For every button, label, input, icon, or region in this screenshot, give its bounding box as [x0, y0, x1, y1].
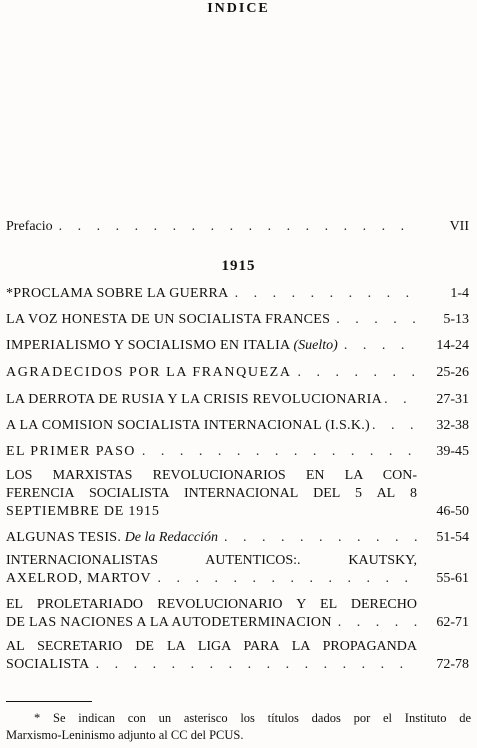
- toc-entry-title: AGRADECIDOS POR LA FRANQUEZA: [6, 365, 292, 380]
- toc-entry-title-line: INTERNACIONALISTAS AUTENTICOS:. KAUTSKY,: [6, 553, 417, 568]
- toc-entry-pages: 5-13: [443, 312, 469, 327]
- toc-entry-prefacio[interactable]: [6, 216, 469, 237]
- toc-entry-pages: 55-61: [436, 571, 469, 586]
- toc-entry-title-text: ALGUNAS TESIS.: [6, 530, 122, 545]
- dot-leader: [372, 415, 423, 436]
- toc-entry-title-line: AL SECRETARIO DE LA LIGA PARA LA PROPAGANDA: [6, 639, 417, 654]
- dot-leader: [224, 527, 419, 548]
- toc-entry-title-line: SOCIALISTA: [6, 657, 90, 672]
- footnote: [6, 710, 471, 744]
- toc-entry-pages: 14-24: [436, 338, 469, 353]
- dot-leader: [142, 441, 419, 462]
- toc-entry[interactable]: [6, 389, 469, 410]
- year-heading: 1915: [221, 258, 256, 274]
- dot-leader: [338, 614, 419, 632]
- toc-entry-title: [6, 527, 218, 548]
- dot-leader: [336, 309, 419, 330]
- toc-entry-title: A LA COMISION SOCIALISTA INTERNACIONAL (I.S.K.): [6, 418, 371, 433]
- toc-entry[interactable]: [6, 283, 469, 304]
- toc-entry-title: Prefacio: [6, 219, 53, 234]
- toc-entry-title: LA DERROTA DE RUSIA Y LA CRISIS REVOLUCIONARIA: [6, 392, 383, 407]
- toc-entry[interactable]: [6, 552, 469, 588]
- toc-entry-title-line: SEPTIEMBRE DE 1915: [6, 504, 160, 519]
- toc-entry[interactable]: [6, 415, 469, 436]
- toc-entry-pages: 62-71: [436, 615, 469, 630]
- toc-entry-title: EL PRIMER PASO: [6, 444, 136, 459]
- toc-entry[interactable]: [6, 362, 469, 383]
- footnote-line: Marxismo-Leninismo adjunto al CC del PCUS.: [6, 728, 244, 742]
- dot-leader: [59, 216, 419, 237]
- toc-entry-title: *PROCLAMA SOBRE LA GUERRA: [6, 286, 229, 301]
- toc-entry[interactable]: [6, 596, 469, 632]
- toc-entry-note: De la Redacción: [124, 530, 218, 545]
- dot-leader: [235, 283, 419, 304]
- toc-entry-note: (Suelto): [293, 338, 338, 353]
- footnote-line: * Se indican con un asterisco los títulos dados por el Instituto de: [34, 711, 471, 725]
- toc-entry-pages: 25-26: [436, 365, 469, 380]
- dot-leader: [298, 362, 419, 383]
- toc-entry-title: [6, 335, 338, 356]
- toc-entry-title-line: EL PROLETARIADO REVOLUCIONARIO Y EL DERECHO: [6, 597, 417, 612]
- toc-entry-pages: 39-45: [436, 444, 469, 459]
- toc-entry[interactable]: [6, 441, 469, 462]
- toc-entry-pages: 51-54: [436, 530, 469, 545]
- toc-entry-title-line: FERENCIA SOCIALISTA INTERNACIONAL DEL 5 AL 8: [6, 486, 417, 501]
- dot-leader: [157, 570, 419, 588]
- toc-entry-title-line: DE LAS NACIONES A LA AUTODETERMINACION: [6, 615, 332, 630]
- toc-entry-pages: 72-78: [436, 657, 469, 672]
- toc-entry[interactable]: [6, 467, 469, 521]
- footnote-divider: [6, 701, 92, 702]
- toc-entry[interactable]: [6, 638, 469, 674]
- dot-leader: [384, 389, 423, 410]
- toc-entry-pages: VII: [449, 219, 469, 234]
- toc-entry-title: LA VOZ HONESTA DE UN SOCIALISTA FRANCES: [6, 312, 331, 327]
- toc-entry-pages: 1-4: [450, 286, 469, 301]
- toc-entry-pages: 27-31: [436, 392, 469, 407]
- toc-entry-pages: 32-38: [436, 418, 469, 433]
- dot-leader: [96, 656, 419, 674]
- toc-entry-title-line: AXELROD, MARTOV: [6, 571, 152, 586]
- page-title: INDICE: [207, 1, 270, 16]
- toc-entry[interactable]: [6, 309, 469, 330]
- toc-entry[interactable]: [6, 527, 469, 548]
- toc-entry[interactable]: [6, 335, 469, 356]
- dot-leader: [344, 335, 419, 356]
- toc-entry-title-text: IMPERIALISMO Y SOCIALISMO EN ITALIA: [6, 338, 290, 353]
- toc-entry-title-line: LOS MARXISTAS REVOLUCIONARIOS EN LA CON-: [6, 468, 417, 483]
- toc-entry-pages: 46-50: [436, 504, 469, 519]
